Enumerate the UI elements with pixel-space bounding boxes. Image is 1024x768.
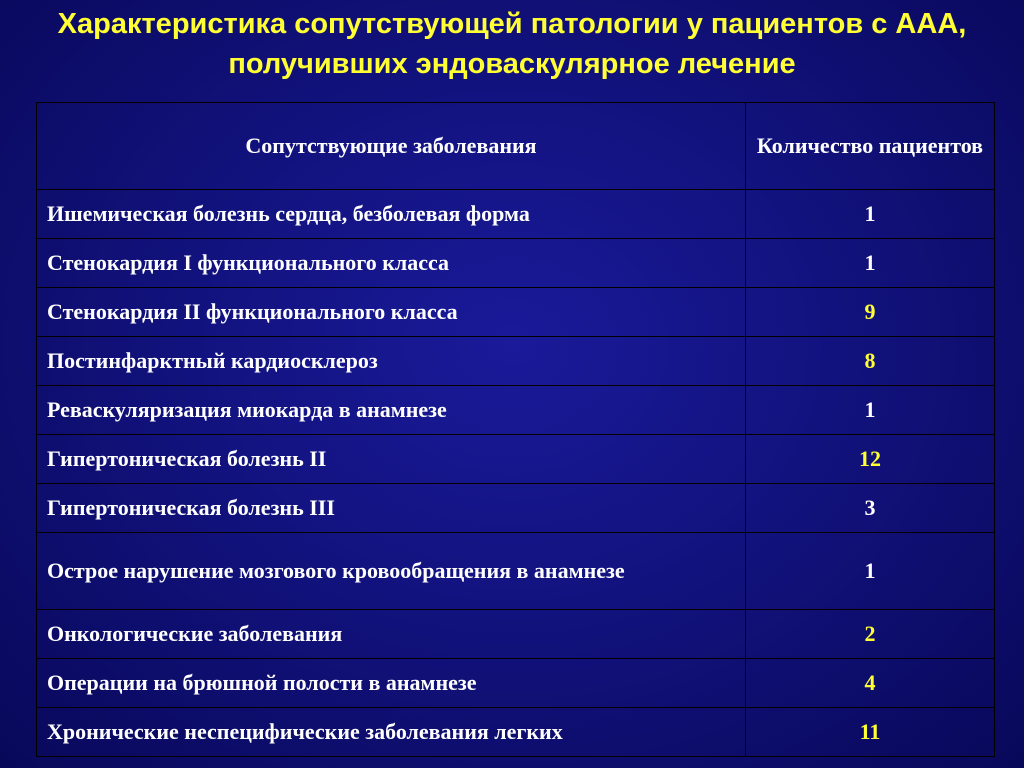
row-patient-count: 8 [746, 337, 995, 386]
row-patient-count: 1 [746, 190, 995, 239]
table-header [37, 103, 995, 190]
row-patient-count: 11 [746, 708, 995, 757]
slide-title-line-1: Характеристика сопутствующей патологии у пациентов с ААА, [57, 8, 967, 40]
row-patient-count: 3 [746, 484, 995, 533]
table-row [37, 533, 995, 610]
table-row [37, 659, 995, 708]
row-patient-count: 1 [746, 239, 995, 288]
table-row [37, 435, 995, 484]
row-patient-count: 12 [746, 435, 995, 484]
column-header-count: Количество пациентов [746, 103, 995, 190]
column-header-disease: Сопутствующие заболевания [37, 103, 746, 190]
row-disease-name: Стенокардия I функционального класса [37, 239, 746, 288]
row-disease-name: Ишемическая болезнь сердца, безболевая форма [37, 190, 746, 239]
table-row [37, 190, 995, 239]
row-disease-name: Операции на брюшной полости в анамнезе [37, 659, 746, 708]
row-patient-count: 1 [746, 533, 995, 610]
slide-title [0, 4, 1024, 84]
table-row [37, 337, 995, 386]
table-row [37, 288, 995, 337]
table-row [37, 708, 995, 757]
table-body [37, 190, 995, 757]
slide-title-line-2: получивших эндоваскулярное лечение [228, 48, 796, 80]
row-disease-name: Гипертоническая болезнь II [37, 435, 746, 484]
row-disease-name: Острое нарушение мозгового кровообращения в анамнезе [37, 533, 746, 610]
row-patient-count: 2 [746, 610, 995, 659]
row-patient-count: 1 [746, 386, 995, 435]
row-disease-name: Реваскуляризация миокарда в анамнезе [37, 386, 746, 435]
row-disease-name: Хронические неспецифические заболевания легких [37, 708, 746, 757]
row-disease-name: Онкологические заболевания [37, 610, 746, 659]
row-disease-name: Постинфарктный кардиосклероз [37, 337, 746, 386]
row-patient-count: 9 [746, 288, 995, 337]
table-row [37, 239, 995, 288]
row-disease-name: Стенокардия II функционального класса [37, 288, 746, 337]
table-row [37, 610, 995, 659]
table-row [37, 386, 995, 435]
comorbidity-table [36, 102, 995, 757]
row-disease-name: Гипертоническая болезнь III [37, 484, 746, 533]
table-header-row [37, 103, 995, 190]
table-row [37, 484, 995, 533]
row-patient-count: 4 [746, 659, 995, 708]
